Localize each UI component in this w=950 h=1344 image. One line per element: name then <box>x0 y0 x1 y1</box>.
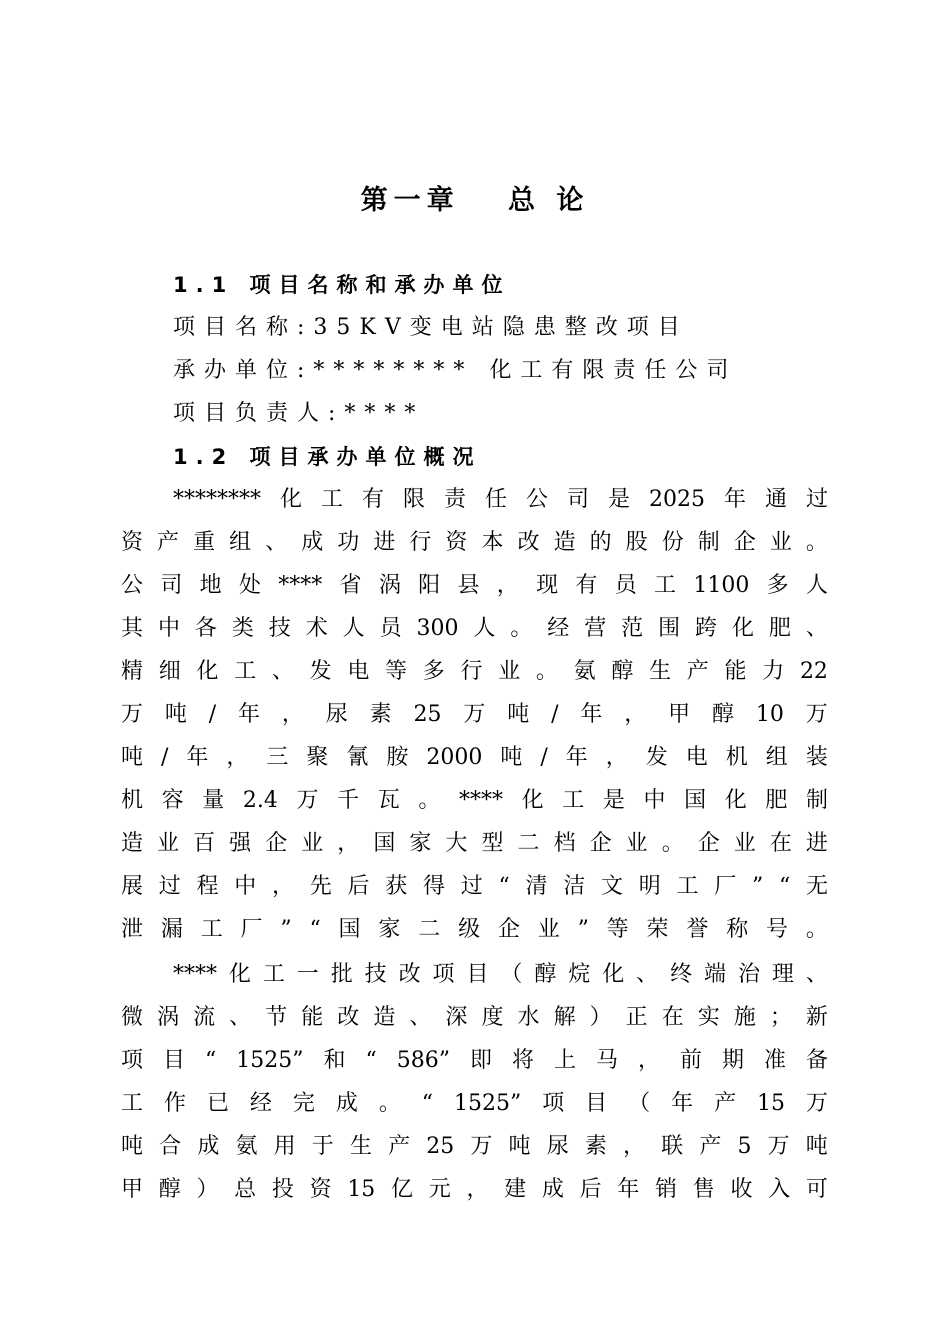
paragraph-line: 微 涡 流 、 节 能 改 造 、 深 度 水 解 ） 正 在 实 施 ； 新 <box>121 1005 828 1030</box>
paragraph-line: 资 产 重 组 、 成 功 进 行 资 本 改 造 的 股 份 制 企 业 。 <box>121 530 828 555</box>
paragraph-line: 甲 醇 ） 总 投 资 15 亿 元 ， 建 成 后 年 销 售 收 入 可 <box>121 1177 828 1202</box>
paragraph-line: 其 中 各 类 技 术 人 员 300 人 。 经 营 范 围 跨 化 肥 、 <box>121 616 828 641</box>
undertaking-unit-line: 承办单位:******** 化工有限责任公司 <box>173 358 738 383</box>
paragraph-line: 展 过 程 中 ， 先 后 获 得 过 “ 清 洁 文 明 工 厂 ” “ 无 <box>121 874 828 899</box>
paragraph-line: ******** 化 工 有 限 责 任 公 司 是 2025 年 通 过 <box>173 487 828 512</box>
paragraph-line: 吨 合 成 氨 用 于 生 产 25 万 吨 尿 素 ， 联 产 5 万 吨 <box>121 1134 828 1159</box>
paragraph-line: **** 化 工 一 批 技 改 项 目 （ 醇 烷 化 、 终 端 治 理 、 <box>173 962 828 987</box>
paragraph-line: 造 业 百 强 企 业 ， 国 家 大 型 二 档 企 业 。 企 业 在 进 <box>121 831 828 856</box>
paragraph-line: 吨 / 年 ， 三 聚 氰 胺 2000 吨 / 年 ， 发 电 机 组 装 <box>121 745 828 770</box>
project-name-line: 项目名称:35KV变电站隐患整改项目 <box>173 315 689 340</box>
section-heading-1-2: 1.2 项目承办单位概况 <box>173 445 482 469</box>
paragraph-line: 机 容 量 2.4 万 千 瓦 。 **** 化 工 是 中 国 化 肥 制 <box>121 788 828 813</box>
project-leader-line: 项目负责人:**** <box>173 401 425 426</box>
paragraph-line: 项 目 “ 1525” 和 “ 586” 即 将 上 马 ， 前 期 准 备 <box>121 1048 828 1073</box>
section-heading-1-1: 1.1 项目名称和承办单位 <box>173 273 511 297</box>
paragraph-line: 公 司 地 处 **** 省 涡 阳 县 ， 现 有 员 工 1100 多 人 <box>121 573 828 598</box>
paragraph-line: 泄 漏 工 厂 ” “ 国 家 二 级 企 业 ” 等 荣 誉 称 号 。 <box>121 917 828 942</box>
chapter-title: 第一章 总 论 <box>360 185 590 216</box>
paragraph-line: 工 作 已 经 完 成 。 “ 1525” 项 目 （ 年 产 15 万 <box>121 1091 828 1116</box>
paragraph-line: 精 细 化 工 、 发 电 等 多 行 业 。 氨 醇 生 产 能 力 22 <box>121 659 828 684</box>
paragraph-line: 万 吨 / 年 ， 尿 素 25 万 吨 / 年 ， 甲 醇 10 万 <box>121 702 828 727</box>
